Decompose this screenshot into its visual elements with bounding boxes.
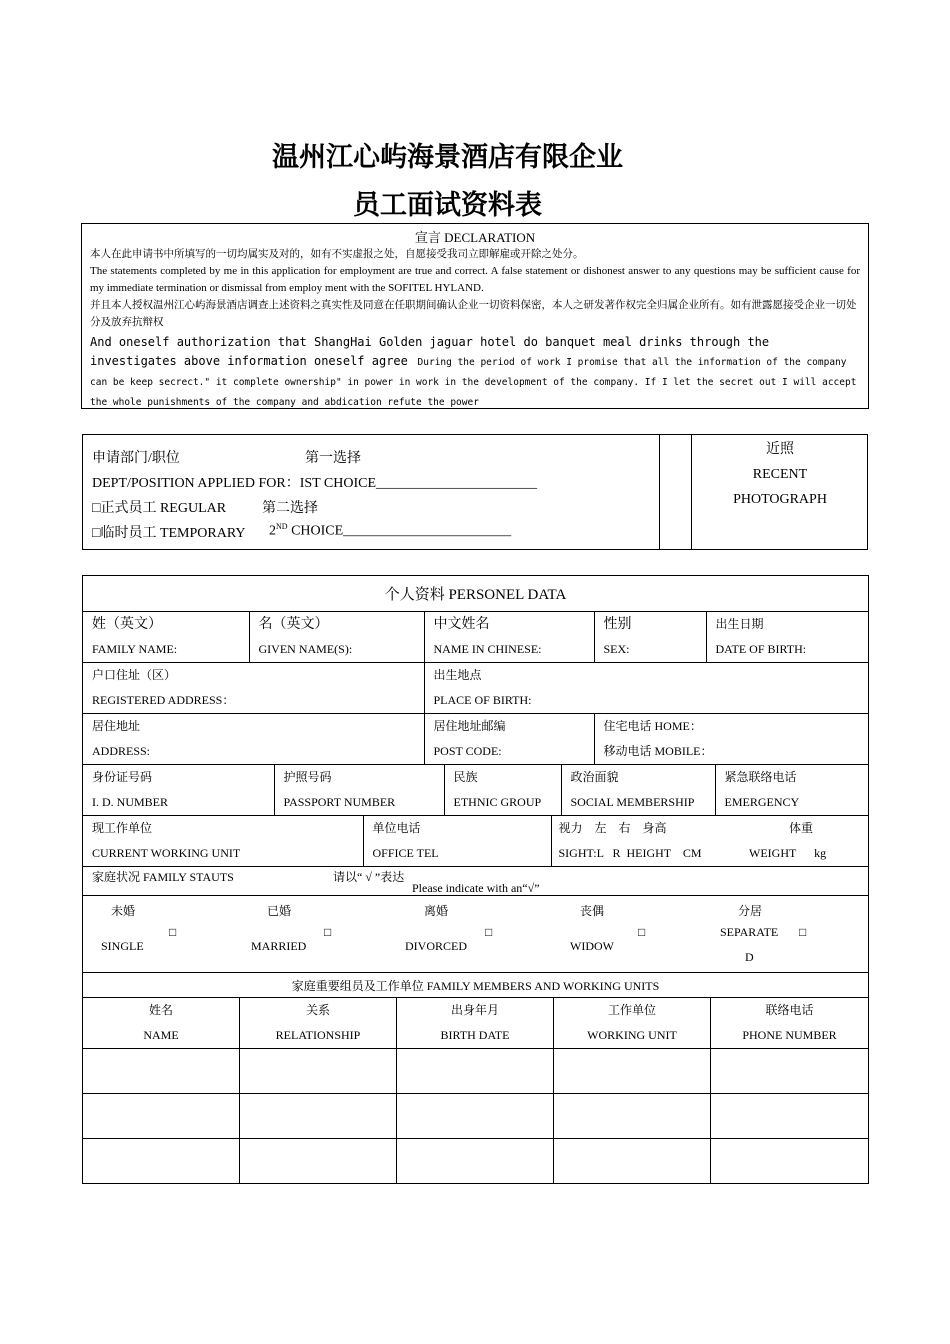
regular-line: [92, 497, 318, 517]
id-row: [83, 765, 869, 816]
family-cell[interactable]: [554, 1139, 711, 1184]
post-zh: 居住地址邮编: [433, 719, 506, 733]
first-choice-label: 第一选择: [305, 451, 361, 466]
separated-en-2: D: [745, 950, 754, 964]
surname-field[interactable]: [83, 612, 249, 662]
family-col-phone: [711, 998, 869, 1049]
family-col-name: [83, 998, 240, 1049]
family-cell[interactable]: [240, 1049, 397, 1094]
family-col-relationship-en: RELATIONSHIP: [275, 1028, 361, 1042]
marital-row: [83, 896, 869, 973]
office-tel-field[interactable]: [363, 816, 551, 866]
declaration-box: [81, 223, 869, 409]
dept-zh-label: 申请部门/职位: [92, 451, 180, 466]
ethnic-en: ETHNIC GROUP: [453, 795, 542, 809]
temporary-checkbox[interactable]: □临时员工 TEMPORARY: [92, 526, 246, 541]
declaration-en-2-big: And oneself authorization that ShangHai Golden jaguar hotel do banquet meal drinks through the investigates above information oneself agree: [90, 335, 770, 368]
chinese-name-field[interactable]: [424, 612, 594, 662]
application-box: [82, 434, 868, 550]
given-en: GIVEN NAME(S):: [258, 642, 353, 656]
temporary-line: [92, 522, 512, 542]
separated-en: SEPARATE: [720, 925, 779, 939]
sex-en: SEX:: [603, 642, 630, 656]
company-title: 温州江心屿海景酒店有限企业: [272, 142, 623, 173]
registered-address-field[interactable]: [83, 663, 424, 713]
family-heading: 家庭重要组员及工作单位 FAMILY MEMBERS AND WORKING UNITS: [83, 973, 869, 998]
separated-checkbox[interactable]: □: [799, 925, 807, 939]
photo-zh: 近照: [766, 442, 794, 457]
work-en: CURRENT WORKING UNIT: [92, 846, 241, 860]
personal-heading-row: [83, 576, 869, 612]
chinese-zh: 中文姓名: [433, 617, 490, 632]
dept-zh-line: [92, 447, 361, 467]
address-field[interactable]: [83, 714, 424, 764]
family-cell[interactable]: [83, 1049, 240, 1094]
family-columns-row: [83, 998, 869, 1049]
dob-zh: 出生日期: [715, 617, 764, 631]
personal-heading: 个人资料 PERSONEL DATA: [83, 576, 869, 612]
working-unit-field[interactable]: [83, 816, 363, 866]
phone-field[interactable]: [594, 714, 868, 764]
second-choice-label: 第二选择: [262, 501, 318, 516]
family-col-name-en: NAME: [143, 1028, 179, 1042]
emergency-field[interactable]: [715, 765, 868, 815]
family-col-relationship-zh: 关系: [305, 1003, 330, 1017]
family-col-birthdate: [397, 998, 554, 1049]
family-cell[interactable]: [711, 1094, 869, 1139]
id-number-field[interactable]: [83, 765, 274, 815]
photo-en-2: PHOTOGRAPH: [733, 492, 827, 507]
social-en: SOCIAL MEMBERSHIP: [570, 795, 695, 809]
family-col-relationship: [240, 998, 397, 1049]
family-col-phone-en: PHONE NUMBER: [742, 1028, 837, 1042]
passport-field[interactable]: [274, 765, 444, 815]
pob-zh: 出生地点: [433, 668, 482, 682]
family-cell[interactable]: [397, 1139, 554, 1184]
family-col-birthdate-zh: 出身年月: [450, 1003, 499, 1017]
separated-zh: 分居: [738, 904, 763, 918]
family-cell[interactable]: [711, 1049, 869, 1094]
weight-en: WEIGHT kg: [749, 846, 827, 860]
divorced-checkbox[interactable]: □: [485, 925, 493, 939]
photo-cell[interactable]: [692, 435, 868, 549]
mobile-tel: 移动电话 MOBILE：: [603, 744, 713, 758]
second-choice-prefix: 2: [269, 523, 276, 539]
pob-en: PLACE OF BIRTH:: [433, 693, 532, 707]
single-zh: 未婚: [111, 904, 136, 918]
family-col-birthdate-en: BIRTH DATE: [440, 1028, 510, 1042]
table-row: [83, 1049, 869, 1094]
name-row: [83, 612, 869, 663]
family-cell[interactable]: [83, 1094, 240, 1139]
emergency-en: EMERGENCY: [724, 795, 800, 809]
indicate-zh: 请以“ √ ”表达: [333, 870, 405, 884]
work-row: [83, 816, 869, 867]
home-tel: 住宅电话 HOME：: [603, 719, 702, 733]
family-cell[interactable]: [240, 1094, 397, 1139]
family-cell[interactable]: [554, 1049, 711, 1094]
family-cell[interactable]: [711, 1139, 869, 1184]
single-checkbox[interactable]: □: [169, 925, 177, 939]
declaration-zh-1: 本人在此申请书中所填写的一切均属实及对的，如有不实虚报之处，自愿接受我司立即解雇或开除之处分。: [90, 249, 584, 260]
given-name-field[interactable]: [249, 612, 424, 662]
declaration-en-1: The statements completed by me in this application for employment are true and correct. A false statement or dishonest answer to any questions may be sufficient cause for my immediate termination or dismissal from employ ment with the SOFITEL HYLAND.: [90, 265, 860, 294]
dept-en-field[interactable]: DEPT/POSITION APPLIED FOR：IST CHOICE_______________________: [92, 476, 538, 491]
declaration-en-2: [82, 331, 868, 410]
reg-addr-en: REGISTERED ADDRESS：: [92, 693, 235, 707]
sight-height-field[interactable]: [551, 816, 749, 866]
reg-addr-zh: 户口住址（区）: [92, 668, 177, 682]
dob-en: DATE OF BIRTH:: [715, 642, 807, 656]
weight-field[interactable]: [749, 816, 868, 866]
declaration-en-2-small: During the period of work I promise that all the information of the company can be keep secrect." it complete ownership" in power in work in the development of the company. If I let the secret out I will accept the whole punishments of the company and abdication refute the power: [90, 357, 857, 408]
sex-field[interactable]: [594, 612, 706, 662]
married-checkbox[interactable]: □: [324, 925, 332, 939]
given-zh: 名（英文）: [258, 617, 329, 632]
personal-data-table: [82, 575, 869, 1184]
married-zh: 已婚: [267, 904, 292, 918]
married-en: MARRIED: [251, 939, 307, 953]
declaration-heading: 宣言 DECLARATION: [414, 230, 536, 245]
work-zh: 现工作单位: [92, 821, 153, 835]
otel-en: OFFICE TEL: [372, 846, 439, 860]
photo-en-1: RECENT: [752, 467, 808, 482]
sex-zh: 性别: [603, 617, 632, 632]
family-col-workingunit-zh: 工作单位: [607, 1003, 656, 1017]
post-en: POST CODE:: [433, 744, 502, 758]
sight-zh: 视力 左 右 身高: [558, 821, 667, 835]
social-field[interactable]: [561, 765, 715, 815]
family-col-phone-zh: 联络电话: [765, 1003, 814, 1017]
declaration-zh-2: 并且本人授权温州江心屿海景酒店调查上述资料之真实性及同意在任职期间确认企业一切资料保密，本人之研发著作权完全归属企业所有。如有泄露愿接受企业一切处分及放弃抗辩权: [90, 300, 857, 328]
single-en: SINGLE: [101, 939, 144, 953]
chinese-en: NAME IN CHINESE:: [433, 642, 542, 656]
family-col-workingunit-en: WORKING UNIT: [587, 1028, 677, 1042]
family-col-workingunit: [554, 998, 711, 1049]
form-title: 员工面试资料表: [353, 190, 542, 221]
dob-field[interactable]: [706, 612, 868, 662]
surname-en: FAMILY NAME:: [92, 642, 178, 656]
passport-en: PASSPORT NUMBER: [283, 795, 396, 809]
regular-checkbox[interactable]: □正式员工 REGULAR: [92, 501, 227, 516]
table-row: [83, 1139, 869, 1184]
registered-row: [83, 663, 869, 714]
family-cell[interactable]: [397, 1049, 554, 1094]
second-choice-field[interactable]: [269, 522, 511, 540]
application-spacer-cell: [660, 435, 692, 549]
family-status-label: 家庭状况 FAMILY STAUTS: [92, 870, 234, 884]
id-zh: 身份证号码: [92, 770, 153, 784]
widow-zh: 丧偶: [580, 904, 605, 918]
family-col-name-zh: 姓名: [148, 1003, 173, 1017]
addr-zh: 居住地址: [92, 719, 141, 733]
surname-zh: 姓（英文）: [92, 617, 162, 632]
widow-en: WIDOW: [570, 939, 614, 953]
social-zh: 政治面貌: [570, 770, 619, 784]
family-cell[interactable]: [240, 1139, 397, 1184]
indicate-en: Please indicate with an“√”: [412, 881, 540, 895]
family-status-row: [83, 867, 869, 896]
family-cell[interactable]: [397, 1094, 554, 1139]
divorced-zh: 离婚: [424, 904, 449, 918]
weight-zh: 体重: [789, 821, 814, 835]
otel-zh: 单位电话: [372, 821, 421, 835]
place-of-birth-field[interactable]: [424, 663, 868, 713]
widow-checkbox[interactable]: □: [638, 925, 646, 939]
address-row: [83, 714, 869, 765]
second-choice-sup: ND: [276, 522, 288, 531]
table-row: [83, 1094, 869, 1139]
divorced-en: DIVORCED: [405, 939, 467, 953]
passport-zh: 护照号码: [283, 770, 332, 784]
post-code-field[interactable]: [424, 714, 594, 764]
family-heading-row: [83, 973, 869, 998]
addr-en: ADDRESS:: [92, 744, 151, 758]
id-en: I. D. NUMBER: [92, 795, 169, 809]
second-choice-suffix: CHOICE________________________: [287, 523, 512, 539]
ethnic-field[interactable]: [444, 765, 561, 815]
application-position-cell: [83, 435, 660, 549]
emergency-zh: 紧急联络电话: [724, 770, 797, 784]
family-cell[interactable]: [83, 1139, 240, 1184]
sight-en: SIGHT:L R HEIGHT CM: [558, 846, 702, 860]
ethnic-zh: 民族: [453, 770, 478, 784]
family-cell[interactable]: [554, 1094, 711, 1139]
